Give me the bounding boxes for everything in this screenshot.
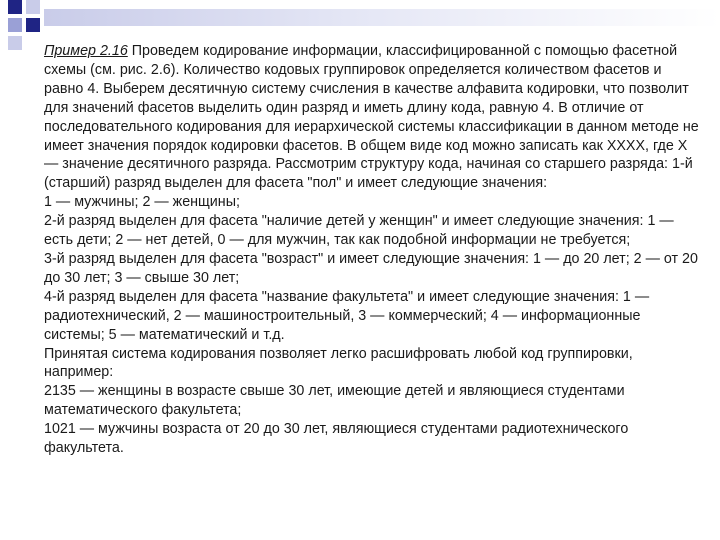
text-line: 4-й разряд выделен для фасета "название факультета" и имеет следующие значения: 1 — радиотехнический, 2 — машиностроительный, 3 — коммерческий; 4 — информационные системы; 5 — математический и т.д. xyxy=(44,288,650,343)
example-label: Пример 2.16 xyxy=(44,43,128,59)
text-line: 2-й разряд выделен для фасета "наличие детей у женщин" и имеет следующие значения: 1 — есть дети; 2 — нет детей, 0 — для мужчин, так как подобной информации не требуется; xyxy=(44,213,674,249)
text-line: 3-й разряд выделен для фасета "возраст" и имеет следующие значения: 1 — до 20 лет; 2 — от 20 до 30 лет; 3 — свыше 30 лет; xyxy=(44,250,698,286)
text-line: Принятая система кодирования позволяет легко расшифровать любой код группировки, например: xyxy=(44,345,633,381)
text-line: 1021 — мужчины возраста от 20 до 30 лет, являющиеся студентами радиотехнического факультета. xyxy=(44,421,629,457)
text-line: 1 — мужчины; 2 — женщины; xyxy=(44,194,240,211)
decor-square xyxy=(8,18,22,32)
decor-square xyxy=(8,0,22,14)
text-line: 2135 — женщины в возрасте свыше 30 лет, имеющие детей и являющиеся студентами математического факультета; xyxy=(44,383,625,419)
slide-body xyxy=(44,42,704,458)
header-gradient-bar xyxy=(44,9,720,26)
decor-square xyxy=(26,0,40,14)
intro-paragraph xyxy=(44,42,704,193)
decor-square xyxy=(26,18,40,32)
decor-square xyxy=(8,36,22,50)
intro-text: Проведем кодирование информации, классифицированной с помощью фасетной схемы (см. рис. 2.6). Количество кодовых группировок определяется количеством фасетов и равно 4. Выберем десятичную систему счисления в качестве алфавита кодировки, что позволит для значений фасетов выделить один разряд и иметь длину кода, равную 4. В отличие от последовательного кодирования для иерархической системы классификации в данном методе не имеет значения порядок кодировки фасетов. В общем виде код можно записать как ХХХХ, где Х — значение десятичного разряда. Рассмотрим структуру кода, начиная со старшего разряда: 1-й (старший) разряд выделен для фасета "пол" и имеет следующие значения: xyxy=(44,43,699,192)
